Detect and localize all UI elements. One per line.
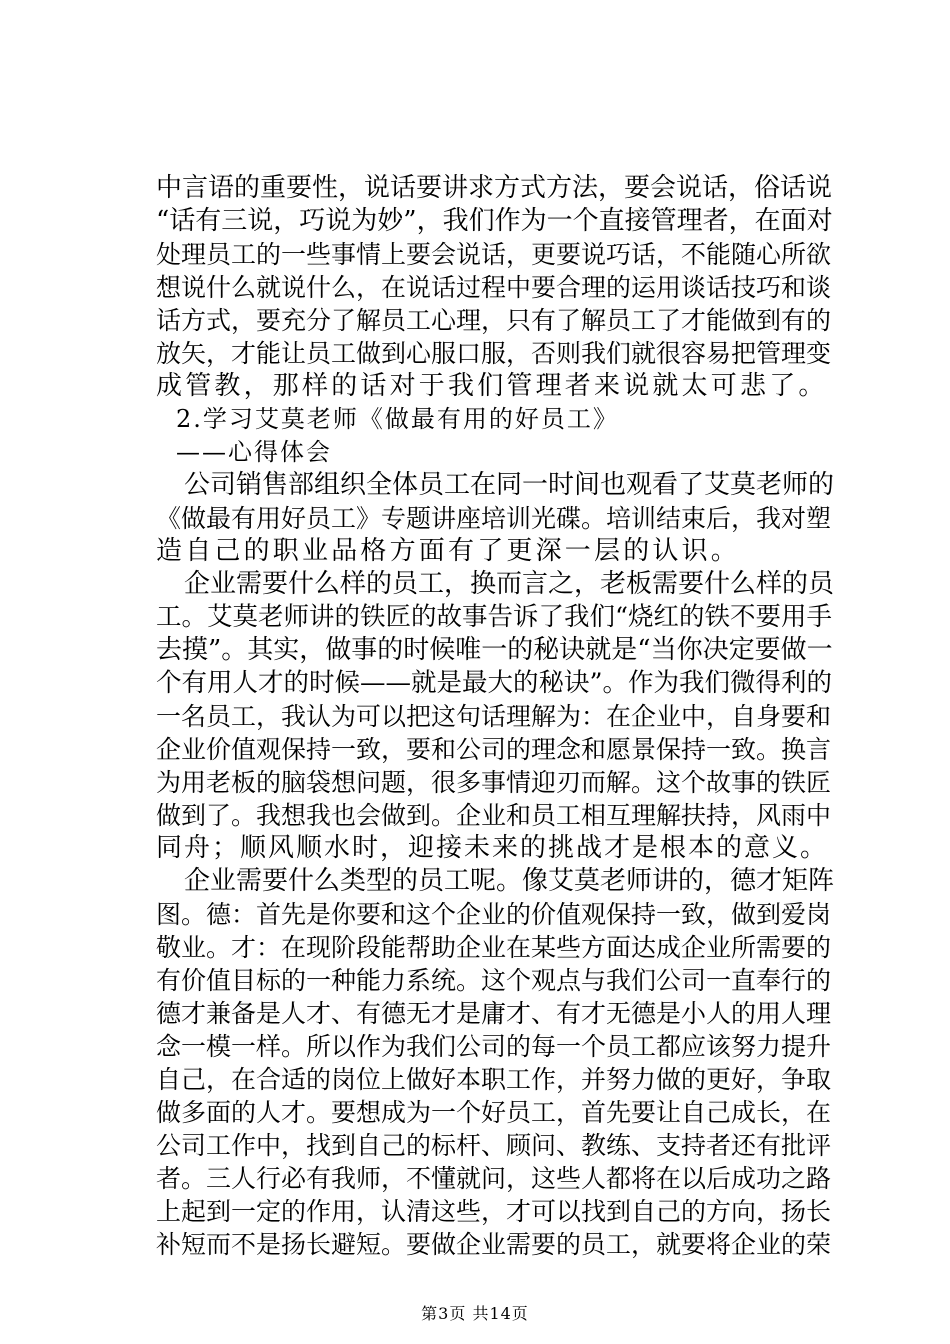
paragraph-line: 企业价值观保持一致，要和公司的理念和愿景保持一致。换言 (156, 735, 832, 764)
paragraph-line: 公司销售部组织全体员工在同一时间也观看了艾莫老师的 (184, 470, 835, 500)
paragraph-line: 放矢，才能让员工做到心服口服，否则我们就很容易把管理变 (156, 339, 832, 368)
paragraph-line: 德才兼备是人才、有德无才是庸才、有才无德是小人的用人理 (156, 999, 832, 1028)
section-heading: 2.学习艾莫老师《做最有用的好员工》 (176, 405, 619, 433)
section-subheading: ——心得体会 (176, 438, 332, 466)
paragraph-line: 为用老板的脑袋想问题，很多事情迎刃而解。这个故事的铁匠 (156, 768, 832, 797)
paragraph-line: 《做最有用好员工》专题讲座培训光碟。培训结束后，我对塑 (156, 504, 832, 533)
document-body (156, 172, 836, 1261)
paragraph-line: 工。艾莫老师讲的铁匠的故事告诉了我们“烧红的铁不要用手 (156, 602, 833, 632)
paragraph-line: 去摸”。其实，做事的时候唯一的秘诀就是“当你决定要做一 (156, 635, 833, 665)
paragraph-line: 造自己的职业品格方面有了更深一层的认识。 (156, 536, 741, 566)
paragraph-line: 补短而不是扬长避短。要做企业需要的员工，就要将企业的荣 (156, 1230, 832, 1259)
paragraph-line: 图。德：首先是你要和这个企业的价值观保持一致，做到爱岗 (156, 900, 832, 929)
paragraph-line: 中言语的重要性，说话要讲求方式方法，要会说话，俗话说 (156, 173, 833, 203)
paragraph-line: 敬业。才：在现阶段能帮助企业在某些方面达成企业所需要的 (156, 933, 832, 962)
paragraph-line: 企业需要什么类型的员工呢。像艾莫老师讲的，德才矩阵 (184, 866, 835, 896)
paragraph-line: 个有用人才的时候——就是最大的秘诀”。作为我们微得利的 (156, 668, 833, 698)
paragraph-line: 成管教，那样的话对于我们管理者来说就太可悲了。 (156, 371, 828, 401)
paragraph-line: 企业需要什么样的员工，换而言之，老板需要什么样的员 (184, 569, 835, 599)
paragraph-line: 自己，在合适的岗位上做好本职工作，并努力做的更好，争取 (156, 1065, 832, 1094)
paragraph-line: 想说什么就说什么，在说话过程中要合理的运用谈话技巧和谈 (156, 273, 832, 302)
paragraph-line: 念一模一样。所以作为我们公司的每一个员工都应该努力提升 (156, 1032, 832, 1061)
paragraph-line: 上起到一定的作用，认清这些，才可以找到自己的方向，扬长 (156, 1197, 832, 1226)
paragraph-line: 处理员工的一些事情上要会说话，更要说巧话，不能随心所欲 (156, 240, 832, 269)
paragraph-line: 做到了。我想我也会做到。企业和员工相互理解扶持，风雨中 (156, 801, 832, 830)
paragraph-line: 话方式，要充分了解员工心理，只有了解员工了才能做到有的 (156, 306, 832, 335)
paragraph-line: 同舟；顺风顺水时，迎接未来的挑战才是根本的意义。 (156, 833, 829, 863)
page-footer: 第3页 共14页 (421, 1304, 529, 1323)
paragraph-line: “话有三说，巧说为妙”，我们作为一个直接管理者，在面对 (156, 206, 833, 236)
paragraph-line: 者。三人行必有我师，不懂就问，这些人都将在以后成功之路 (156, 1164, 832, 1193)
paragraph-line: 一名员工，我认为可以把这句话理解为：在企业中，自身要和 (156, 702, 832, 731)
paragraph-line: 有价值目标的一种能力系统。这个观点与我们公司一直奉行的 (156, 966, 832, 995)
paragraph-line: 做多面的人才。要想成为一个好员工，首先要让自己成长，在 (156, 1098, 832, 1127)
paragraph-line: 公司工作中，找到自己的标杆、顾问、教练、支持者还有批评 (156, 1131, 832, 1160)
